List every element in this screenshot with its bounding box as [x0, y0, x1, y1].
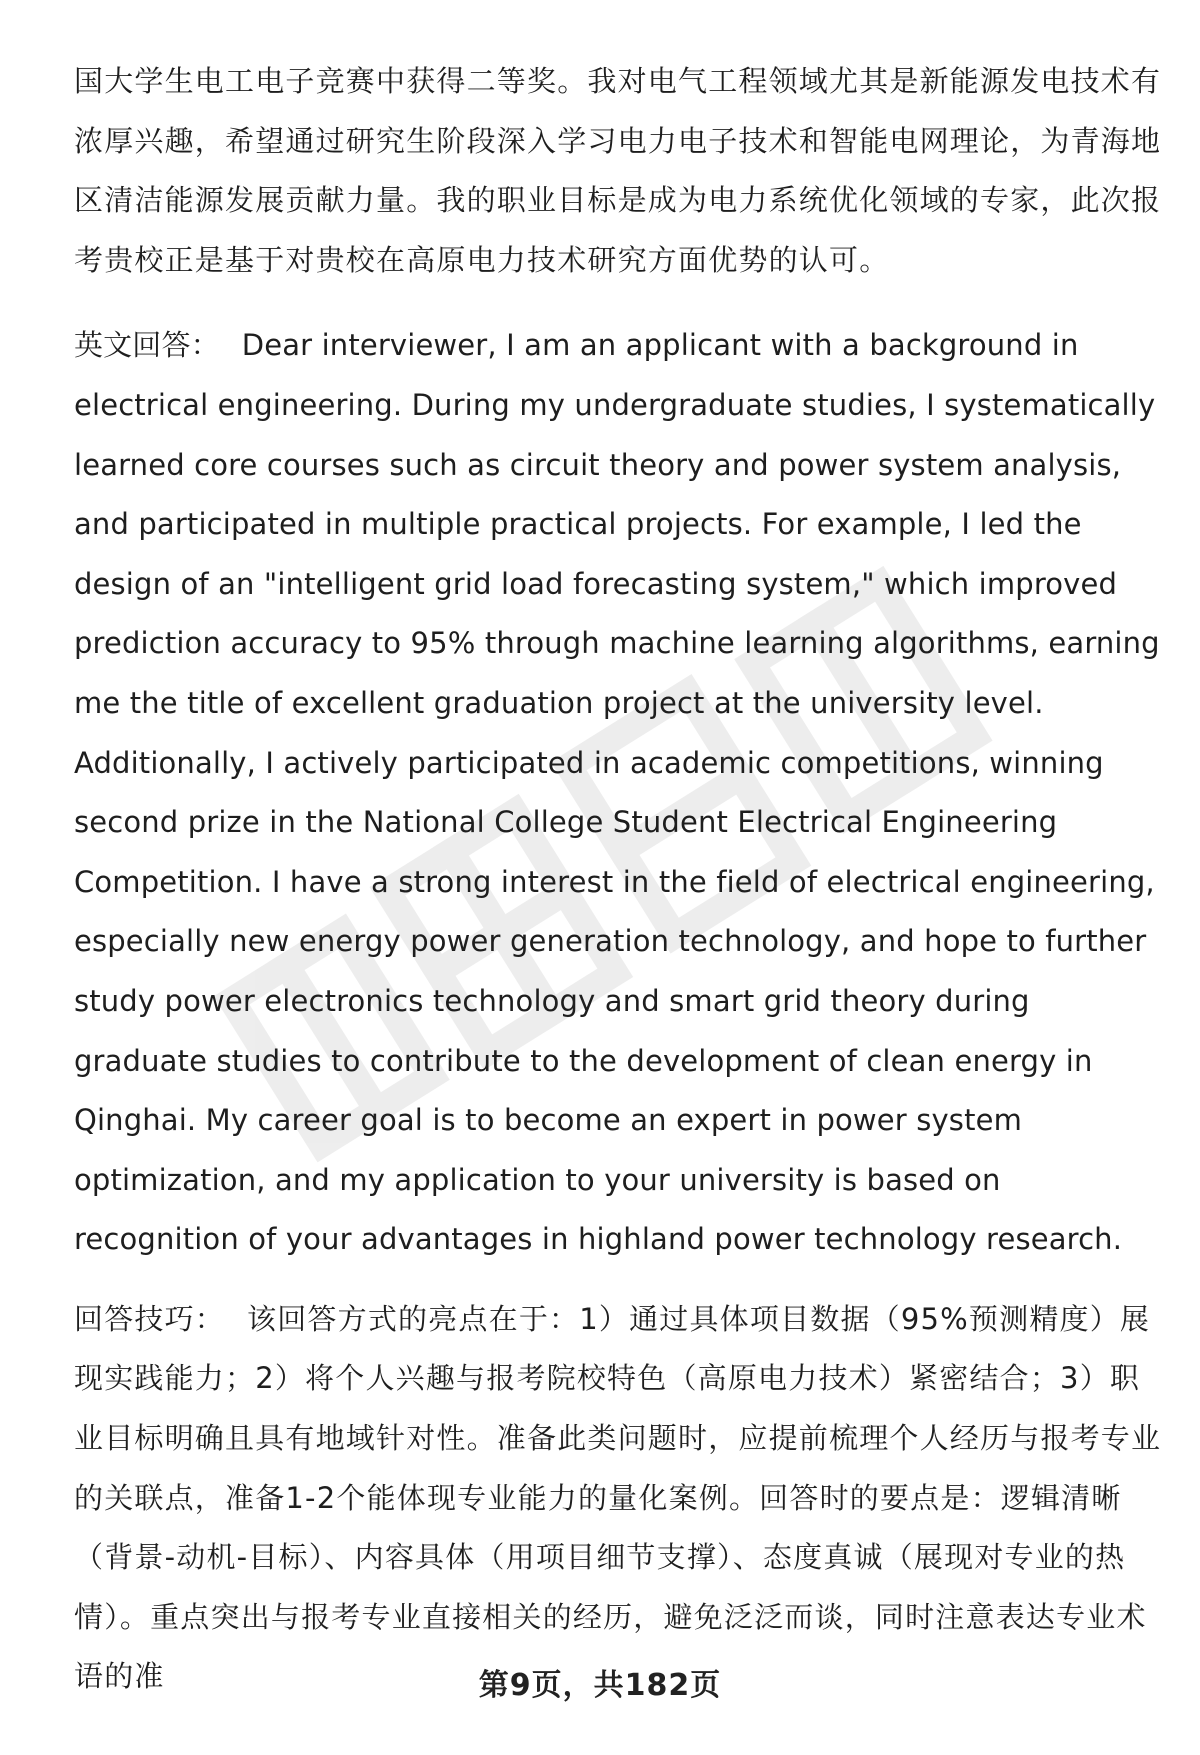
english-answer-paragraph: [74, 316, 1164, 1270]
answer-tips-label: 回答技巧：: [74, 1301, 226, 1336]
page-number-footer: 第9页，共182页: [478, 1668, 722, 1703]
paragraph-spacer: [74, 290, 1164, 316]
answer-tips-text: 该回答方式的亮点在于：1）通过具体项目数据（95%预测精度）展现实践能力；2）将个人兴趣与报考院校特色（高原电力技术）紧密结合；3）职业目标明确且具有地域针对性。准备此类问题时，应提前梳理个人经历与报考专业的关联点，准备1-2个能体现专业能力的量化案例。回答时的要点是：逻辑清晰（背景-动机-目标）、内容具体（用项目细节支撑）、态度真诚（展现对专业的热情）。重点突出与报考专业直接相关的经历，避免泛泛而谈，同时注意表达专业术语的准: [74, 1301, 1162, 1694]
answer-tips-paragraph: [74, 1290, 1164, 1707]
english-answer-label: 英文回答：: [74, 328, 220, 363]
page-content: [74, 52, 1164, 1707]
paragraph-spacer: [74, 1270, 1164, 1290]
intro-paragraph: 国大学生电工电子竞赛中获得二等奖。我对电气工程领域尤其是新能源发电技术有浓厚兴趣，希望通过研究生阶段深入学习电力电子技术和智能电网理论，为青海地区清洁能源发展贡献力量。我的职业目标是成为电力系统优化领域的专家，此次报考贵校正是基于对贵校在高原电力技术研究方面优势的认可。: [74, 64, 1162, 277]
english-answer-text: Dear interviewer, I am an applicant with a background in electrical engineering. During my undergraduate studies, I systematically learned core courses such as circuit theory and power system analysis, and participated in multiple practical projects. For example, I led the design of an "intelligent grid load forecasting system," which improved prediction accuracy to 95% through machine learning algorithms, earning me the title of excellent graduation project at the university level. Additionally, I actively participated in academic competitions, winning second prize in the National College Student Electrical Engineering Competition. I have a strong interest in the field of electrical engineering, especially new energy power generation technology, and hope to further study power electronics technology and smart grid theory during graduate studies to contribute to the development of clean energy in Qinghai. My career goal is to become an expert in power system optimization, and my application to your university is based on recognition of your advantages in highland power technology research.: [74, 328, 1160, 1257]
